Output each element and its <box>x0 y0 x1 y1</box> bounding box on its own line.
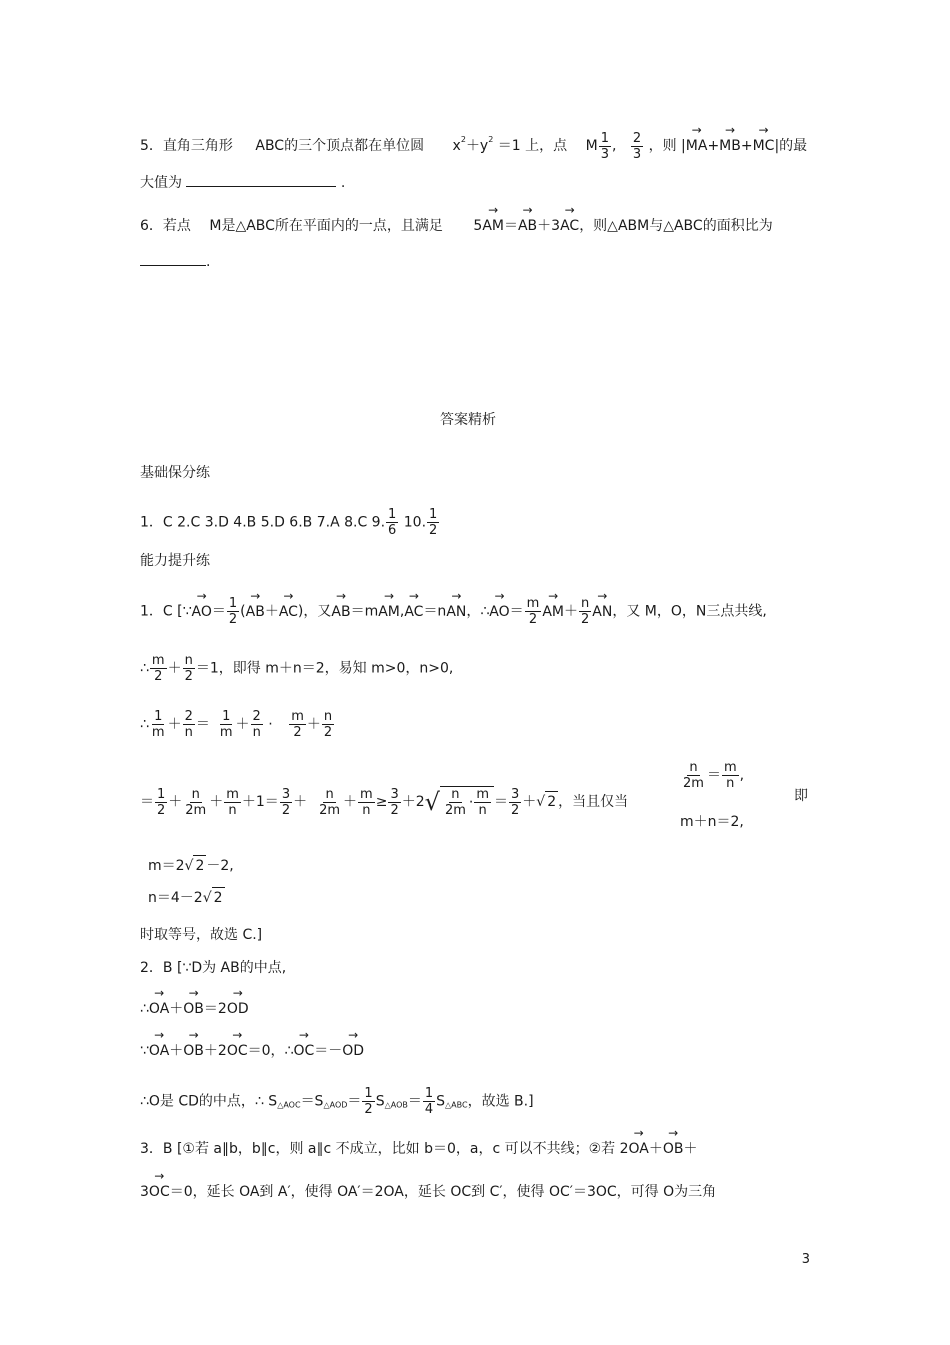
q5-text: , <box>611 138 617 154</box>
q6-vector: → AM <box>482 216 504 236</box>
q5-text: 5．直角三角形 <box>140 138 233 154</box>
frac: $\frac{m}{2}$ <box>291 709 304 740</box>
solution-1-line4: ＝ $\frac{1}{2}$ ＋ $\frac{n}{2m}$ ＋ $\frac{m}{n}$ ＋1＝ $\frac{3}{2}$ ＋ $\frac{n}{2m}$ ＋ $\frac{m}{n}$ ≥ $\frac{3}{2}$ ＋2√ $\frac{n}{2m}$ · $\frac{m}{n}$ ＝ $\frac{3}{2}$ ＋√ 2 ，当且仅当 <box>140 786 629 818</box>
q5-text: ，则 | <box>648 138 686 154</box>
q6-line2 <box>140 252 210 272</box>
q5-frac: $\frac{2}{3}$ <box>632 130 642 162</box>
q6-text: 5 <box>473 218 483 234</box>
solution-1-condition: $\frac{n}{2m}$ ＝ $\frac{m}{n}$ , <box>683 760 745 791</box>
basic-answer-text: 1．C 2.C 3.D 4.B 5.D 6.B 7.A 8.C 9. <box>140 514 386 531</box>
frac: $\frac{1}{m}$ <box>151 709 165 740</box>
q5-sup: 2 <box>488 135 494 144</box>
q5-line1 <box>140 130 807 162</box>
solution-1-line2: ∴ $\frac{m}{2}$ ＋ $\frac{n}{2}$ ＝1，即得 m＋n＝2，易知 m>0，n>0, <box>140 653 454 684</box>
q5-text: ABC的三个顶点都在单位圆 <box>255 138 425 154</box>
vector: → AN <box>592 602 612 622</box>
basic-frac: $\frac{1}{2}$ <box>429 507 438 538</box>
frac: $\frac{3}{2}$ <box>390 786 399 818</box>
vector: → OB <box>183 1041 204 1061</box>
solution-1-m: m＝2√ 2 －2, <box>148 855 234 876</box>
frac: $\frac{1}{4}$ <box>424 1086 434 1117</box>
radicand: $\frac{n}{2m}$ · $\frac{m}{n}$ <box>440 786 494 818</box>
vector: → AB <box>246 602 265 622</box>
vector: → OC <box>227 1041 248 1061</box>
answer-blank[interactable] <box>186 186 336 187</box>
q5-vector: → MC <box>753 136 775 156</box>
answer-blank[interactable] <box>140 265 206 266</box>
frac: $\frac{n}{2m}$ <box>319 786 341 818</box>
frac: $\frac{n}{2m}$ <box>185 786 207 818</box>
vector: → AO <box>489 602 509 622</box>
vector: → OA <box>629 1139 649 1159</box>
q5-text: + <box>707 138 720 154</box>
frac: $\frac{m}{n}$ <box>226 786 239 818</box>
solution-2-line4: ∴O是 CD的中点，∴ $S_{\triangle AOC}=S_{\triangle AOD}=$ $\frac{1}{2}$ $S_{\triangle AOB}=$ $\frac{1}{4}$ $S_{\triangle ABC}$，故选 B.] <box>140 1086 534 1117</box>
solution-2-line2: ∴→ OA＋→ OB＝2→ OD <box>140 999 249 1019</box>
vector: → OD <box>342 1041 364 1061</box>
solution-3-line1: 3．B [①若 a∥b，b∥c，则 a∥c 不成立，比如 b＝0，a，c 可以不共线；②若 2→ OA＋→ OB＋ <box>140 1139 698 1159</box>
frac: $\frac{2}{n}$ <box>252 709 261 740</box>
page-number: 3 <box>801 1252 810 1267</box>
q6-line1 <box>140 216 773 236</box>
q5-vector: → MB <box>719 136 741 156</box>
sqrt-sign: √ <box>424 788 440 816</box>
solution-1-line3: ∴ $\frac{1}{m}$ ＋ $\frac{2}{n}$ ＝ $\frac{1}{m}$ ＋ $\frac{2}{n}$ · $\frac{m}{2}$ ＋ $\frac{n}{2}$ <box>140 709 333 740</box>
frac: $\frac{3}{2}$ <box>281 786 291 818</box>
vector: → AC <box>404 602 423 622</box>
q5-line2 <box>140 173 345 193</box>
frac: $\frac{m}{2}$ <box>526 596 540 627</box>
vector: → OA <box>149 1041 169 1061</box>
sqrt-sign: √ <box>536 794 546 810</box>
frac: $\frac{m}{2}$ <box>151 653 165 684</box>
solution-1-end: 时取等号，故选 C.] <box>140 927 263 943</box>
answers-title: 答案精析 <box>440 412 496 428</box>
q5-text: M <box>585 138 598 154</box>
frac: $\frac{1}{2}$ <box>157 786 166 818</box>
vector: → AB <box>331 602 350 622</box>
frac: $\frac{n}{2}$ <box>580 596 590 627</box>
frac: $\frac{m}{n}$ <box>723 760 737 791</box>
frac: $\frac{1}{2}$ <box>228 596 238 627</box>
vector: → AO <box>192 602 212 622</box>
solution-1-line1: 1．C [∵→ AO＝ $\frac{1}{2}$ (→ AB＋→ AC)，又→ AB＝m→ AM,→ AC＝n→ AN，∴→ AO＝ $\frac{m}{2}$ → AM＋ $\frac{n}{2}$ → AN，又 M，O，N三点共线, <box>140 596 767 627</box>
q6-text: ＝ <box>503 218 518 234</box>
q6-vector: → AC <box>560 216 579 236</box>
vector: → OD <box>227 999 249 1019</box>
radicand: 2 <box>545 791 558 812</box>
q6-text: ＋3 <box>537 218 561 234</box>
q6-text: 6．若点 <box>140 218 191 234</box>
solution-1-ji: 即 <box>794 788 808 804</box>
basic-frac: $\frac{1}{6}$ <box>388 507 397 538</box>
q6-text: ，则△ABM与△ABC的面积比为 <box>579 218 773 234</box>
q5-text: |的最 <box>774 138 808 154</box>
q5-vector: → MA <box>686 136 708 156</box>
vector: → AM <box>378 602 400 622</box>
solution-3-line2: 3→ OC＝0，延长 OA到 A′，使得 OA′＝2OA，延长 OC到 C′，使得 OC′＝3OC，可得 O为三角 <box>140 1182 716 1202</box>
q6-text: . <box>206 254 211 270</box>
q5-text: 大值为 <box>140 175 182 191</box>
frac: $\frac{n}{2}$ <box>184 653 193 684</box>
q5-frac: $\frac{1}{3}$ <box>600 130 609 162</box>
vector: → OC <box>149 1182 170 1202</box>
vector: → AM <box>542 602 564 622</box>
solution-2-line1: 2．B [∵D为 AB的中点, <box>140 960 287 976</box>
q6-text: M是△ABC所在平面内的一点，且满足 <box>209 218 443 234</box>
q5-sup: 2 <box>460 135 466 144</box>
vector: → OC <box>293 1041 314 1061</box>
frac: $\frac{2}{n}$ <box>184 709 193 740</box>
basic-answer-text: 10. <box>399 514 427 531</box>
frac: $\frac{n}{2}$ <box>323 709 333 740</box>
q6-vector: → AB <box>518 216 537 236</box>
frac: $\frac{1}{2}$ <box>364 1086 373 1117</box>
vector: → AN <box>446 602 466 622</box>
q5-text: + <box>740 138 753 154</box>
frac: $\frac{3}{2}$ <box>511 786 520 818</box>
vector: → OA <box>149 999 169 1019</box>
q5-text: . <box>340 175 346 191</box>
q5-text: ＝1 上，点 <box>497 138 568 154</box>
solution-1-n: n＝4－2√ 2 <box>148 887 225 908</box>
solution-1-condition2: m＋n＝2, <box>680 814 744 830</box>
solution-2-line3: ∵→ OA＋→ OB＋2→ OC＝0，∴→ OC＝－→ OD <box>140 1041 364 1061</box>
vector: → AC <box>279 602 298 622</box>
basic-title: 基础保分练 <box>140 465 210 481</box>
ability-title: 能力提升练 <box>140 553 210 569</box>
q5-text: x <box>452 138 461 154</box>
vector: → OB <box>183 999 204 1019</box>
q5-text: ＋y <box>465 138 489 154</box>
basic-answers <box>140 507 440 538</box>
vector: → OB <box>663 1139 684 1159</box>
frac: $\frac{1}{m}$ <box>219 709 233 740</box>
frac: $\frac{n}{2m}$ <box>683 760 704 791</box>
frac: $\frac{m}{n}$ <box>360 786 373 818</box>
